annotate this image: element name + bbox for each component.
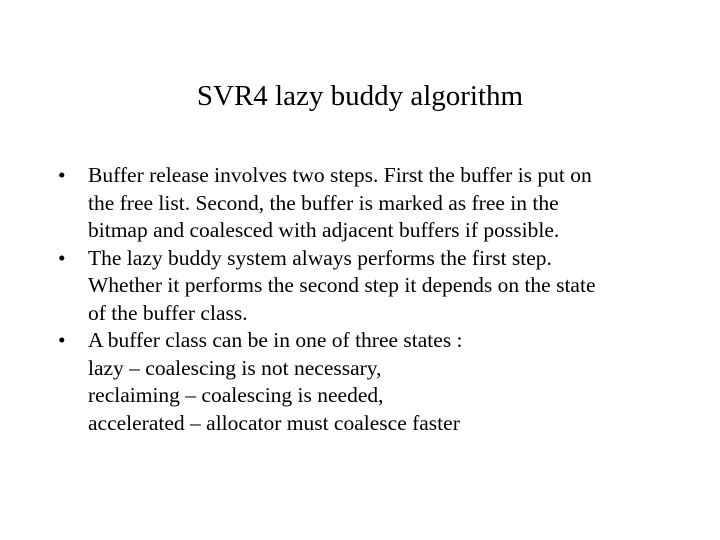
bullet-dot-icon: • (58, 328, 66, 352)
bullet-text-line: of the buffer class. (88, 300, 248, 325)
bullet-list (58, 162, 678, 437)
bullet-dot-icon: • (58, 163, 66, 187)
bullet-text-line: bitmap and coalesced with adjacent buffers if possible. (88, 218, 560, 242)
bullet-text-line: the free list. Second, the buffer is marked as free in the (88, 190, 559, 215)
bullet-text-line: Whether it performs the second step it depends on the state (88, 273, 596, 297)
bullet-dot-icon: • (58, 245, 66, 270)
bullet-item (58, 245, 678, 328)
bullet-item (58, 327, 678, 437)
bullet-text-line: accelerated – allocator must coalesce faster (88, 410, 460, 435)
bullet-text-line: lazy – coalescing is not necessary, (88, 355, 382, 380)
bullet-text-line: Buffer release involves two steps. First the buffer is put on (88, 163, 592, 187)
bullet-text-line: The lazy buddy system always performs the first step. (88, 245, 552, 270)
bullet-text-line: A buffer class can be in one of three states : (88, 328, 463, 352)
bullet-text-line: reclaiming – coalescing is needed, (88, 383, 384, 407)
slide-title: SVR4 lazy buddy algorithm (196, 80, 524, 112)
bullet-item (58, 162, 678, 245)
